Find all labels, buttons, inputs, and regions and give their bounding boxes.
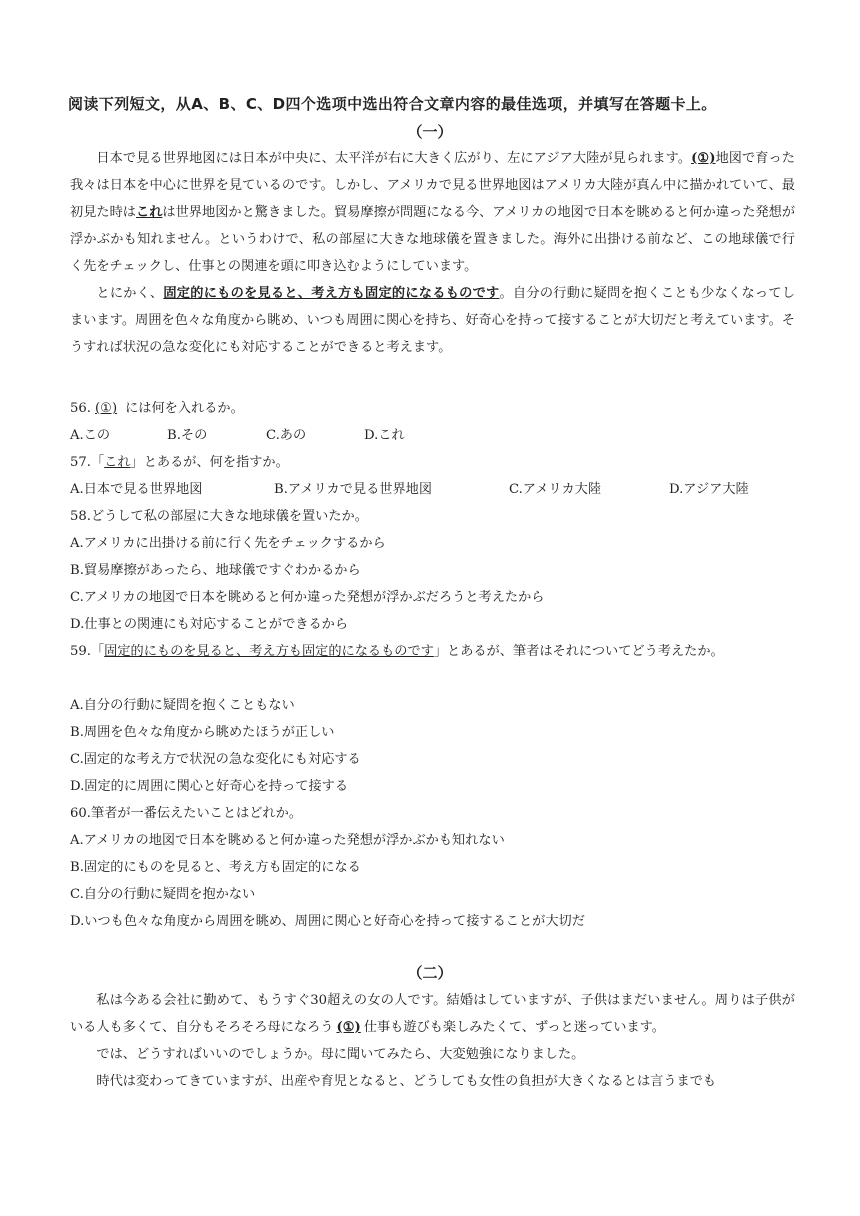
question-60: 60.筆者が一番伝えたいことはどれか。 (70, 806, 302, 821)
passage-text: は世界地図かと驚きました。貿易摩擦が問題になる今、アメリカの地図で日本を眺めると何か違った発想が浮かぶかも知れません。というわけで、私の部屋に大きな地球儀を置きました。海外に出掛ける前など、この地球儀で行く先をチェックし、仕事との関連を頭に叩き込むようにしています。 (70, 205, 796, 274)
option-d[interactable]: D.アジア大陸 (669, 482, 749, 497)
option-d[interactable]: D.これ (364, 428, 405, 443)
question-57-options (70, 476, 795, 503)
passage-text: 地図で育った我々は日本を中心に世界を見ているのです。しかし、アメリカで見る世界地図はアメリカ大陸が真ん中に描かれていて、最初見た時は (70, 151, 795, 220)
option-b[interactable]: B.その (167, 428, 208, 443)
option-d[interactable]: D.固定的に周囲に関心と好奇心を持って接する (70, 779, 349, 794)
option-c[interactable]: C.アメリカ大陸 (509, 482, 602, 497)
quoted-text: 固定的にものを見ると、考え方も固定的になるものです (104, 644, 434, 659)
option-b[interactable]: B.周囲を色々な角度から眺めたほうが正しい (70, 725, 335, 740)
option-d[interactable]: D.いつも色々な角度から周囲を眺め、周囲に関心と好奇心を持って接することが大切だ (70, 914, 585, 929)
question-stem: には何を入れるか。 (125, 401, 244, 416)
blank-marker: (①) (691, 151, 716, 166)
question-58: 58.どうして私の部屋に大きな地球儀を置いたか。 (70, 509, 368, 524)
blank-marker: (①) (336, 1020, 361, 1035)
passage-2 (70, 987, 795, 1095)
option-b[interactable]: B.アメリカで見る世界地図 (274, 482, 433, 497)
option-a[interactable]: A.自分の行動に疑問を抱くこともない (70, 698, 295, 713)
question-57 (70, 449, 795, 476)
passage-text: 仕事も遊びも楽しみたくて、ずっと迷っています。 (363, 1020, 665, 1035)
passage-1 (70, 145, 795, 361)
option-a[interactable]: A.日本で見る世界地図 (70, 482, 203, 497)
option-a[interactable]: A.アメリカの地図で日本を眺めると何か違った発想が浮かぶかも知れない (70, 833, 505, 848)
passage-text: 私は今ある会社に勤めて、もうすぐ30超えの女の人です。結婚はしていますが、子供はまだいません。周りは子供がいる人も多くて、自分もそろそろ母になろう (70, 993, 795, 1035)
option-d[interactable]: D.仕事との関連にも対応することができるから (70, 617, 349, 632)
question-stem: 」とあるが、何を指すか。 (130, 455, 289, 470)
passage-2-paragraph-2: では、どうすればいいのでしょうか。母に聞いてみたら、大変勉強になりました。 (96, 1047, 585, 1062)
section-1-title: （一） (407, 123, 453, 141)
option-a[interactable]: A.アメリカに出掛ける前に行く先をチェックするから (70, 536, 386, 551)
question-stem: 」とあるが、筆者はそれについてどう考えたか。 (433, 644, 724, 659)
underlined-emphasis: 固定的にものを見ると、考え方も固定的になるものです (163, 286, 500, 301)
passage-text: とにかく、 (96, 286, 164, 301)
question-56-options (70, 422, 795, 449)
passage-1-paragraph-1 (70, 145, 795, 280)
option-c[interactable]: C.自分の行動に疑問を抱かない (70, 887, 256, 902)
option-c[interactable]: C.固定的な考え方で状況の急な変化にも対応する (70, 752, 361, 767)
instruction-text: 阅读下列短文，从A、B、C、D四个选项中选出符合文章内容的最佳选项，并填写在答题卡上。 (68, 95, 717, 113)
underlined-kore: これ (136, 205, 163, 220)
option-c[interactable]: C.アメリカの地図で日本を眺めると何か違った発想が浮かぶだろうと考えたから (70, 590, 545, 605)
passage-1-paragraph-2 (70, 280, 795, 361)
section-2-title: （二） (407, 964, 453, 982)
question-56 (70, 395, 795, 422)
question-number: 57.「 (70, 455, 105, 470)
option-c[interactable]: C.あの (266, 428, 307, 443)
option-a[interactable]: A.この (70, 428, 111, 443)
question-number: 56. (70, 401, 91, 416)
blank-marker: (①) (94, 401, 118, 416)
passage-text: 日本で見る世界地図には日本が中央に、太平洋が右に大きく広がり、左にアジア大陸が見られます。 (96, 151, 692, 166)
option-b[interactable]: B.固定的にものを見ると、考え方も固定的になる (70, 860, 361, 875)
question-number: 59.「 (70, 644, 105, 659)
passage-2-paragraph-3: 時代は変わってきていますが、出産や育児となると、どうしても女性の負担が大きくなるとは言うまでも (96, 1074, 717, 1089)
question-59 (70, 638, 795, 665)
quoted-text: これ (104, 455, 131, 470)
passage-2-paragraph-1 (70, 987, 795, 1041)
passage-text: 。自分の行動に疑問を抱くことも少なくなってしまいます。周囲を色々な角度から眺め、いつも周囲に関心を持ち、好奇心を持って接することが大切だと考えています。そうすれば状況の急な変化にも対応することができると考えます。 (70, 286, 796, 355)
option-b[interactable]: B.貿易摩擦があったら、地球儀ですぐわかるから (70, 563, 361, 578)
